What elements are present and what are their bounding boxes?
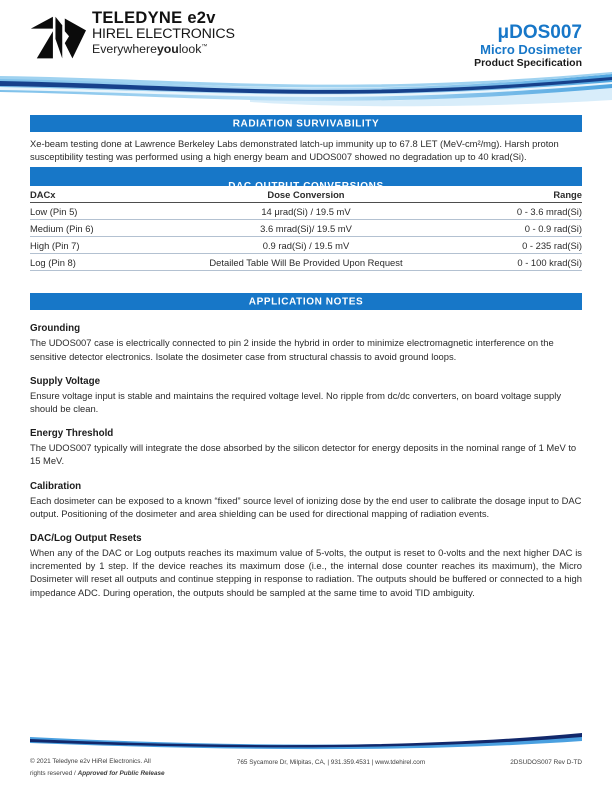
column-header-range: Range bbox=[433, 186, 582, 203]
tagline-post: look bbox=[178, 41, 202, 56]
dac-conversion-cell: 0.9 rad(Si) / 19.5 mV bbox=[179, 237, 433, 254]
tagline-pre: Everywhere bbox=[92, 41, 157, 56]
copyright-text bbox=[30, 756, 200, 780]
dac-conversion-cell: Detailed Table Will Be Provided Upon Request bbox=[179, 254, 433, 271]
note-body: When any of the DAC or Log outputs reaches its maximum value of 5-volts, the output is reset to 0-volts and the next higher DAC is incremented by 1 step. If the device reaches its maximum dose (i.e., the internal dose counter reaches its maximum), the Micro Dosimeter will reset all outputs and continue stepping in response to radiation. The outputs should be buffered or connected to a high impedance ADC. During operation, the outputs should be sampled at the same time to avoid TID ambiguity. bbox=[30, 547, 582, 598]
note-body: Ensure voltage input is stable and maintains the required voltage level. No ripple from dc/dc converters, on board voltage supply should be clean. bbox=[30, 389, 562, 415]
product-title-block bbox=[474, 10, 582, 70]
table-row bbox=[30, 220, 582, 237]
trademark-symbol: ™ bbox=[201, 43, 208, 50]
note-body: Each dosimeter can be exposed to a known “fixed” source level of ionizing dose by the end user to calibrate the dosage input to DAC output. Positioning of the dosimeter and area shielding can be used for directional mapping of radiation events. bbox=[30, 494, 582, 519]
product-name: μDOS007 bbox=[497, 22, 582, 43]
page-header bbox=[0, 0, 612, 68]
brand-block bbox=[30, 10, 235, 62]
dac-name-cell: Log (Pin 8) bbox=[30, 254, 179, 271]
document-type: Product Specification bbox=[474, 56, 582, 69]
section-title: RADIATION SURVIVABILITY bbox=[232, 118, 380, 129]
note-heading: Supply Voltage bbox=[30, 375, 101, 387]
approved-for-public-release: Approved for Public Release bbox=[77, 769, 165, 777]
product-subtitle: Micro Dosimeter bbox=[480, 42, 582, 58]
brand-teledyne: TELEDYNE bbox=[92, 9, 183, 27]
note-heading: Grounding bbox=[30, 323, 81, 335]
dac-conversion-table bbox=[30, 186, 582, 271]
note-heading: Calibration bbox=[30, 480, 82, 492]
copyright-line2: rights reserved / bbox=[30, 769, 78, 777]
brand-tagline bbox=[92, 43, 235, 56]
section-header-application-notes bbox=[30, 293, 582, 310]
note-grounding bbox=[30, 323, 582, 362]
section-title: APPLICATION NOTES bbox=[248, 296, 364, 308]
column-header-conversion: Dose Conversion bbox=[179, 186, 433, 203]
note-body: The UDOS007 case is electrically connected to pin 2 inside the hybrid in order to minimize electromagnetic interference on the sensitive detector electronics. Isolate the dosimeter case from structural chassis to avoid ground loops. bbox=[30, 337, 554, 362]
dac-range-cell: 0 - 3.6 mrad(Si) bbox=[433, 203, 582, 220]
footer-wave-graphic bbox=[30, 732, 582, 752]
note-dac-log-output-resets bbox=[30, 533, 582, 599]
brand-name bbox=[92, 10, 235, 27]
section-header-radiation bbox=[30, 115, 582, 132]
note-heading: Energy Threshold bbox=[30, 428, 114, 440]
table-row bbox=[30, 237, 582, 254]
dac-range-cell: 0 - 0.9 rad(Si) bbox=[433, 220, 582, 237]
copyright-line1: © 2021 Teledyne e2v HiRel Electronics. All bbox=[30, 757, 151, 765]
tagline-you: you bbox=[156, 41, 179, 56]
footer-text-row bbox=[30, 756, 582, 780]
table-row bbox=[30, 203, 582, 220]
dac-range-cell: 0 - 235 rad(Si) bbox=[433, 237, 582, 254]
note-supply-voltage bbox=[30, 376, 582, 415]
document-number: 2DSUDOS007 Rev D-TD bbox=[510, 758, 582, 766]
dac-range-cell: 0 - 100 krad(Si) bbox=[433, 254, 582, 271]
radiation-paragraph: Xe-beam testing done at Lawrence Berkeley Labs demonstrated latch-up immunity up to 67.8 LET (MeV-cm²/mg). Harsh proton susceptibility testing was performed using a high energy beam and UDOS007 showed no degradation up to 40 krad(Si). bbox=[30, 138, 559, 163]
dac-conversion-cell: 3.6 mrad(Si)/ 19.5 mV bbox=[179, 220, 433, 237]
note-body: The UDOS007 typically will integrate the dose absorbed by the silicon detector for energy deposits in the nominal range of 1 MeV to 15 MeV. bbox=[30, 442, 577, 467]
note-energy-threshold bbox=[30, 428, 582, 467]
contact-info: 765 Sycamore Dr, Milpitas, CA, | 931.359.4531 | www.tdehirel.com bbox=[236, 758, 426, 766]
dac-name-cell: High (Pin 7) bbox=[30, 237, 179, 254]
section-header-dac bbox=[30, 167, 582, 193]
dac-name-cell: Low (Pin 5) bbox=[30, 203, 179, 220]
column-header-dacx: DACx bbox=[30, 186, 179, 203]
teledyne-logo-icon bbox=[30, 14, 86, 62]
note-calibration bbox=[30, 481, 582, 520]
brand-e2v: e2v bbox=[187, 9, 216, 27]
dac-conversion-cell: 14 μrad(Si) / 19.5 mV bbox=[179, 203, 433, 220]
brand-division: HIREL ELECTRONICS bbox=[92, 26, 235, 43]
page-content bbox=[30, 115, 582, 599]
page-footer bbox=[0, 732, 612, 780]
dac-name-cell: Medium (Pin 6) bbox=[30, 220, 179, 237]
note-heading: DAC/Log Output Resets bbox=[30, 533, 142, 545]
section-title: DAC OUTPUT CONVERSIONS bbox=[228, 181, 384, 193]
table-row bbox=[30, 254, 582, 271]
brand-text bbox=[92, 10, 235, 56]
header-wave-graphic bbox=[0, 68, 612, 108]
